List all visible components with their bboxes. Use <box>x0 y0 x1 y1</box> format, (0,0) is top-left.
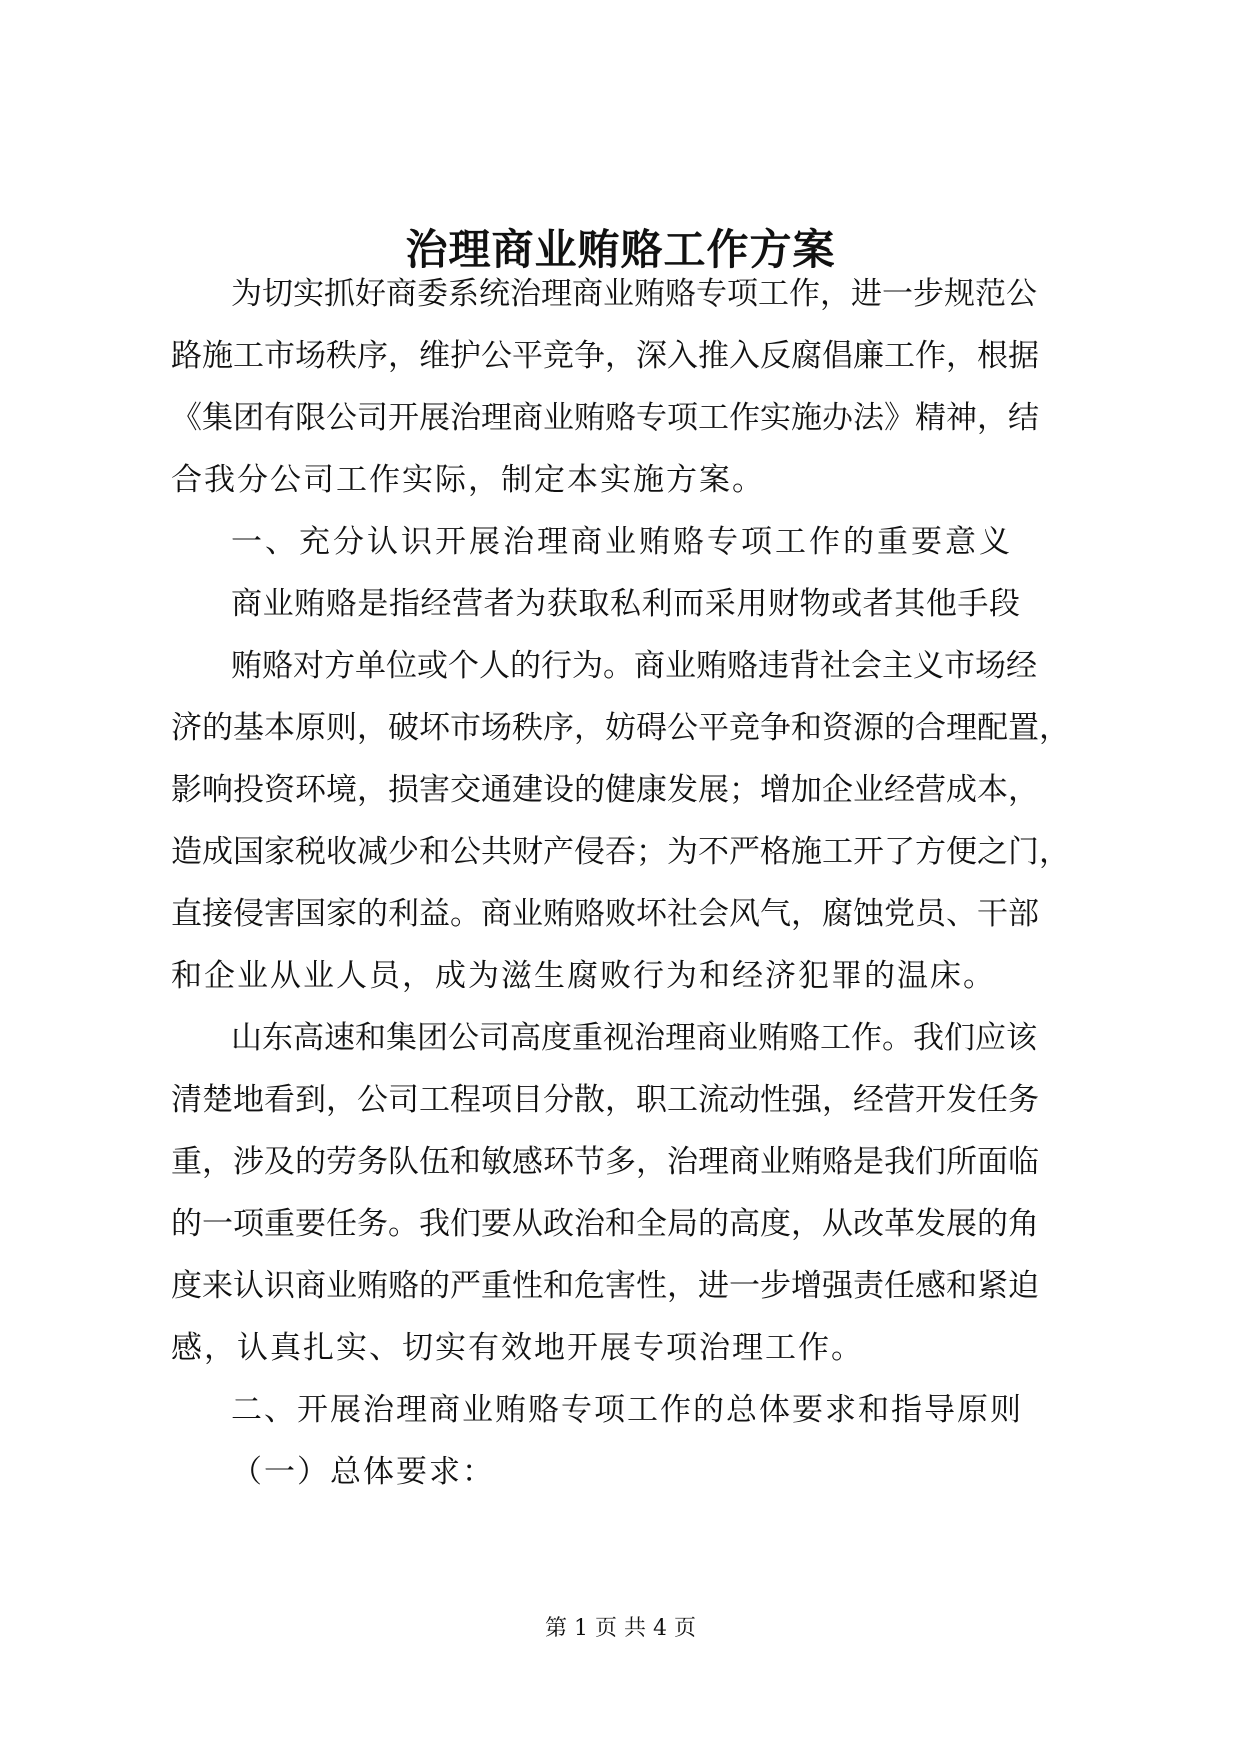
paragraph-line: 山东高速和集团公司高度重视治理商业贿赂工作。我们应该 <box>231 1020 1037 1056</box>
section-heading: 二、开展治理商业贿赂专项工作的总体要求和指导原则 <box>231 1392 1023 1428</box>
document-title: 治理商业贿赂工作方案 <box>405 225 836 274</box>
paragraph-line: 造成国家税收减少和公共财产侵吞；为不严格施工开了方便之门， <box>171 834 1070 870</box>
paragraph-line: 济的基本原则，破坏市场秩序，妨碍公平竞争和资源的合理配置， <box>171 710 1070 746</box>
paragraph-line: 《集团有限公司开展治理商业贿赂专项工作实施办法》精神，结 <box>171 400 1039 436</box>
paragraph-line: 路施工市场秩序，维护公平竞争，深入推入反腐倡廉工作，根据 <box>171 338 1039 374</box>
paragraph-line: 和企业从业人员，成为滋生腐败行为和经济犯罪的温床。 <box>171 958 996 994</box>
paragraph-line: 度来认识商业贿赂的严重性和危害性，进一步增强责任感和紧迫 <box>171 1268 1039 1304</box>
paragraph-line: 合我分公司工作实际，制定本实施方案。 <box>171 462 765 498</box>
paragraph-line: 感，认真扎实、切实有效地开展专项治理工作。 <box>171 1330 864 1366</box>
paragraph-line: 直接侵害国家的利益。商业贿赂败坏社会风气，腐蚀党员、干部 <box>171 896 1039 932</box>
paragraph-line: 清楚地看到，公司工程项目分散，职工流动性强，经营开发任务 <box>171 1082 1039 1118</box>
paragraph-line: 重，涉及的劳务队伍和敏感环节多，治理商业贿赂是我们所面临 <box>171 1144 1039 1180</box>
paragraph-line: 为切实抓好商委系统治理商业贿赂专项工作，进一步规范公 <box>231 276 1037 312</box>
paragraph-line: 贿赂对方单位或个人的行为。商业贿赂违背社会主义市场经 <box>231 648 1037 684</box>
paragraph-line: 的一项重要任务。我们要从政治和全局的高度，从改革发展的角 <box>171 1206 1039 1242</box>
paragraph-line: 商业贿赂是指经营者为获取私利而采用财物或者其他手段 <box>231 586 1020 622</box>
paragraph-line: 影响投资环境，损害交通建设的健康发展；增加企业经营成本， <box>171 772 1039 808</box>
page-number-footer: 第 1 页 共 4 页 <box>545 1616 696 1641</box>
subsection-heading: （一）总体要求： <box>231 1454 495 1490</box>
section-heading: 一、充分认识开展治理商业贿赂专项工作的重要意义 <box>231 524 1013 560</box>
